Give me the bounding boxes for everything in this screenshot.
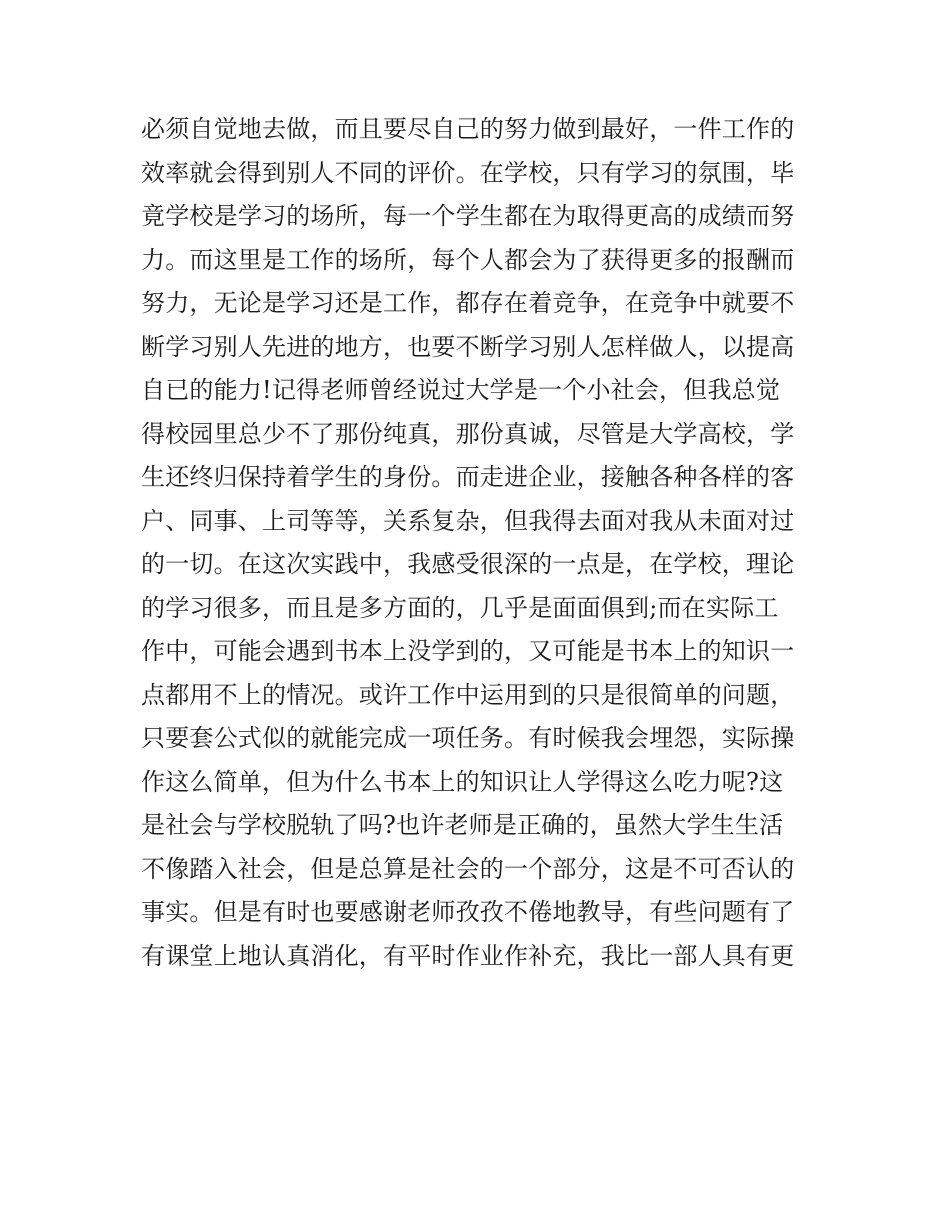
text-line: 必须自觉地去做，而且要尽自己的努力做到最好，一件工作的 [141, 115, 795, 143]
body-paragraph [141, 108, 821, 978]
text-line: 效率就会得到别人不同的评价。在学校，只有学习的氛围，毕 [141, 158, 795, 187]
text-line: 竟学校是学习的场所，每一个学生都在为取得更高的成绩而努 [141, 202, 795, 230]
text-line: 作中，可能会遇到书本上没学到的，又可能是书本上的知识一 [141, 637, 795, 665]
text-line: 的学习很多，而且是多方面的，几乎是面面俱到;而在实际工 [141, 593, 779, 622]
text-line: 户、同事、上司等等，关系复杂，但我得去面对我从未面对过 [141, 506, 795, 535]
text-line: 得校园里总少不了那份纯真，那份真诚，尽管是大学高校，学 [141, 419, 795, 448]
text-line: 生还终归保持着学生的身份。而走进企业，接触各种各样的客 [141, 463, 795, 491]
text-line: 努力，无论是学习还是工作，都存在着竞争，在竞争中就要不 [141, 289, 795, 317]
text-line: 力。而这里是工作的场所，每个人都会为了获得更多的报酬而 [141, 245, 795, 274]
text-line: 事实。但是有时也要感谢老师孜孜不倦地教导，有些问题有了 [141, 898, 795, 926]
text-line: 自已的能力!记得老师曾经说过大学是一个小社会，但我总觉 [141, 376, 781, 404]
text-line: 点都用不上的情况。或许工作中运用到的只是很简单的问题， [141, 680, 795, 709]
text-line: 不像踏入社会，但是总算是社会的一个部分，这是不可否认的 [141, 854, 795, 883]
text-line: 断学习别人先进的地方，也要不断学习别人怎样做人，以提高 [141, 332, 795, 361]
text-line: 是社会与学校脱轨了吗?也许老师是正确的，虽然大学生生活 [141, 811, 784, 839]
text-line: 作这么简单，但为什么书本上的知识让人学得这么吃力呢?这 [141, 767, 784, 796]
text-line: 的一切。在这次实践中，我感受很深的一点是，在学校，理论 [141, 550, 795, 578]
text-line: 只要套公式似的就能完成一项任务。有时候我会埋怨，实际操 [141, 724, 795, 752]
text-line: 有课堂上地认真消化，有平时作业作补充，我比一部人具有更 [141, 941, 795, 970]
